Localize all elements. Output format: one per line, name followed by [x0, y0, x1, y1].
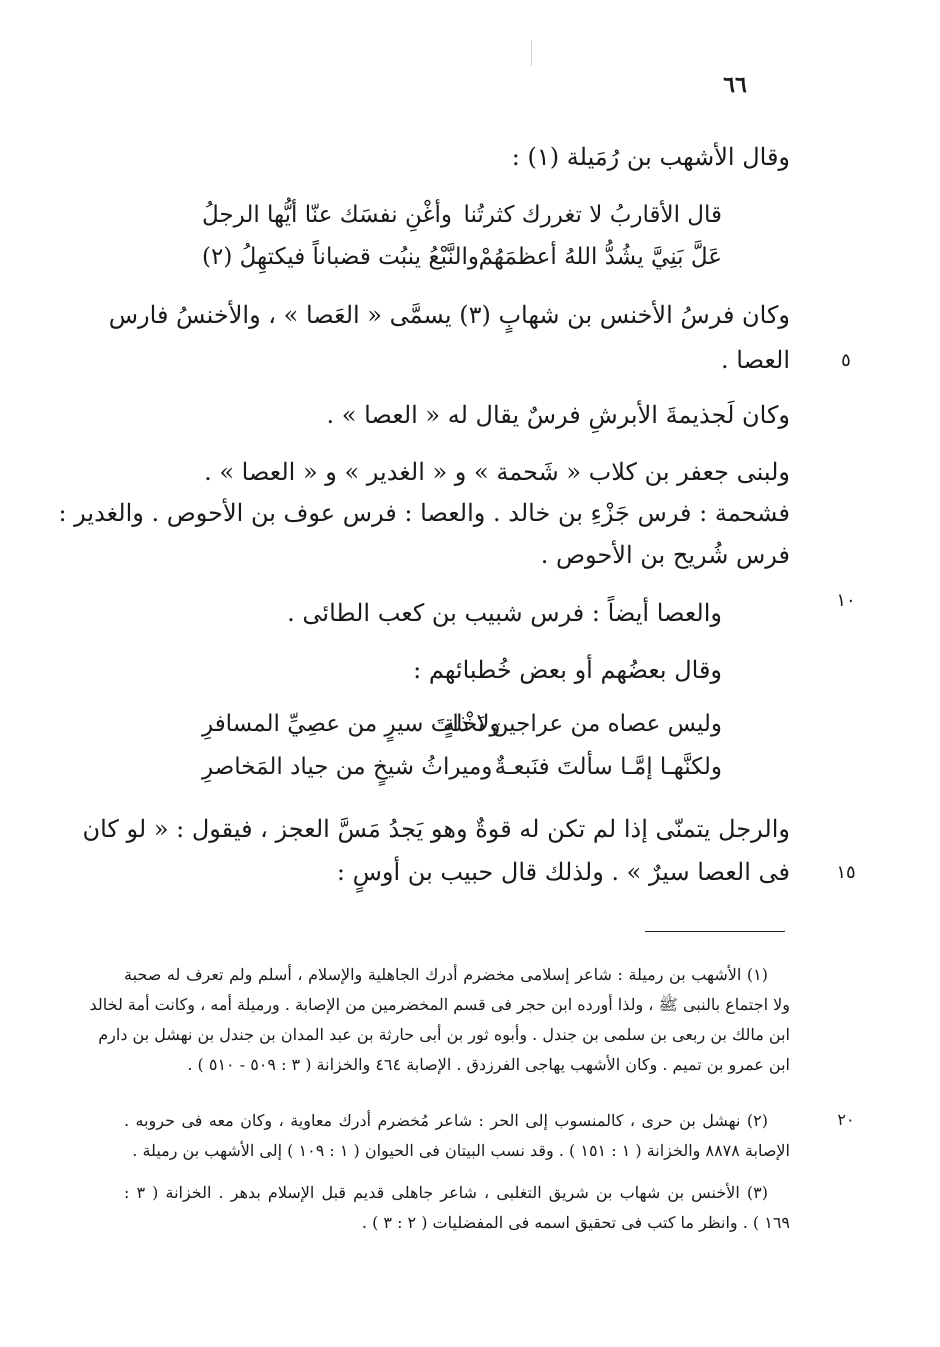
text-line-akhnas-horse: وكان فرسُ الأخنس بن شهابٍ (٣) يسمَّى « العَصا » ، والأخنسُ فارس: [108, 301, 790, 329]
margin-line-number-15: ١٥: [836, 862, 856, 883]
margin-line-number-10: ١٠: [836, 590, 856, 611]
margin-line-number-5: ٥: [841, 350, 851, 371]
page-number: ٦٦: [723, 72, 747, 98]
footnote-1-line-3: ابن مالك بن ربعى بن سلمى بن جندل . وأبوه ثور بن أبى حارثة بن عبد المدان بن جندل بن نهشل بن دارم: [98, 1025, 790, 1044]
footnote-1-line-1: (١) الأشهب بن رميلة : شاعر إسلامى مخضرم أدرك الجاهلية والإسلام ، أسلم ولم تعرف له صحبة: [124, 965, 768, 984]
text-line-shabib-horse: والعصا أيضاً : فرس شبيب بن كعب الطائى .: [287, 599, 722, 627]
footnote-2-line-2: الإصابة ٨٨٧٨ والخزانة ( ١ : ١٥١ ) . وقد نسب البيتان فى الحيوان ( ١ : ١٠٩ ) إلى الأشهب بن رميلة .: [132, 1141, 790, 1160]
verse-line-3: [202, 707, 722, 741]
footnote-1-line-4: ابن عمرو بن تميم . وكان الأشهب يهاجى الفرزدق . الإصابة ٤٦٤ والخزانة ( ٣ : ٥٠٩ - ٥١٠ ) .: [187, 1055, 790, 1074]
text-line-ghadir-definition: فرس شُريح بن الأحوص .: [540, 541, 790, 569]
text-line-orator-quote: وقال بعضُهم أو بعض خُطبائهم :: [413, 656, 722, 684]
text-line-wishing-man: والرجل يتمنّى إذا لم تكن له قوةٌ وهو يَجدُ مَسَّ العجز ، فيقول : « لو كان: [82, 815, 790, 843]
verse-4-second-hemistich: وميراثُ شيخٍ من جياد المَخاصرِ: [202, 754, 493, 780]
footnote-2-line-1: (٢) نهشل بن حرى ، كالمنسوب إلى الحر : شاعر مُخضرم أدرك معاوية ، وكان معه فى حروبه .: [124, 1111, 768, 1130]
footnote-3-line-2: ١٦٩ ) . وانظر ما كتب فى تحقيق اسمه فى المفضليات ( ٢ : ٣ ) .: [361, 1213, 790, 1232]
text-line-akhnas-horse-cont: العصا .: [721, 346, 790, 374]
verse-3-first-hemistich: وليس عصاه من عراجين نَخْلةٍ: [443, 711, 722, 737]
verse-line-4: [202, 750, 722, 784]
verse-2-second-hemistich: والنَّبْعُ ينبُت قضباناً فيكتهِلُ (٢): [202, 244, 479, 270]
footnote-1-line-2: ولا اجتماع بالنبى ﷺ ، ولذا أورده ابن حجر فى قسم المخضرمين من الإصابة . ورميلة أمه ، وكانت أمة لخالد: [89, 995, 790, 1014]
verse-line-1: [202, 198, 722, 232]
verse-2-first-hemistich: عَلَّ بَنِيَّ يشُدُّ اللهُ أعظمَهُمْ: [478, 244, 722, 270]
verse-line-2: [202, 240, 722, 274]
verse-4-first-hemistich: ولكنَّهـا إمَّـا سألتَ فنَبعـةٌ: [494, 754, 722, 780]
footnote-separator-rule: [645, 931, 785, 932]
text-line-shahma-definition: فشحمة : فرس جَزْءِ بن خالد . والعصا : فرس عوف بن الأحوص . والغدير :: [58, 499, 790, 527]
page-crease-mark: [531, 40, 532, 66]
text-line-intro-ashhab: وقال الأشهب بن رُمَيلة (١) :: [511, 143, 790, 171]
text-line-jadhima-horse: وكان لَجذيمةَ الأبرشِ فرسٌ يقال له « العصا » .: [326, 401, 790, 429]
verse-3-second-hemistich: ولا ذاتَ سيرٍ من عصِيِّ المسافرِ: [202, 711, 501, 737]
verse-1-second-hemistich: وأغْنِ نفسَك عنّا أيُّها الرجلُ: [202, 202, 453, 228]
margin-line-number-20: ٢٠: [837, 1110, 855, 1129]
verse-1-first-hemistich: قال الأقاربُ لا تغررك كثرتُنا: [463, 202, 722, 228]
text-line-banu-jafar: ولبنى جعفر بن كلاب « شَحمة » و « الغدير » و « العصا » .: [204, 458, 790, 486]
footnote-3-line-1: (٣) الأخنس بن شهاب بن شريق التغلبى ، شاعر جاهلى قديم قبل الإسلام بدهر . الخزانة ( ٣ :: [124, 1183, 768, 1202]
text-line-habib-ibn-aws: فى العصا سيرٌ » . ولذلك قال حبيب بن أوسٍ :: [336, 858, 790, 886]
